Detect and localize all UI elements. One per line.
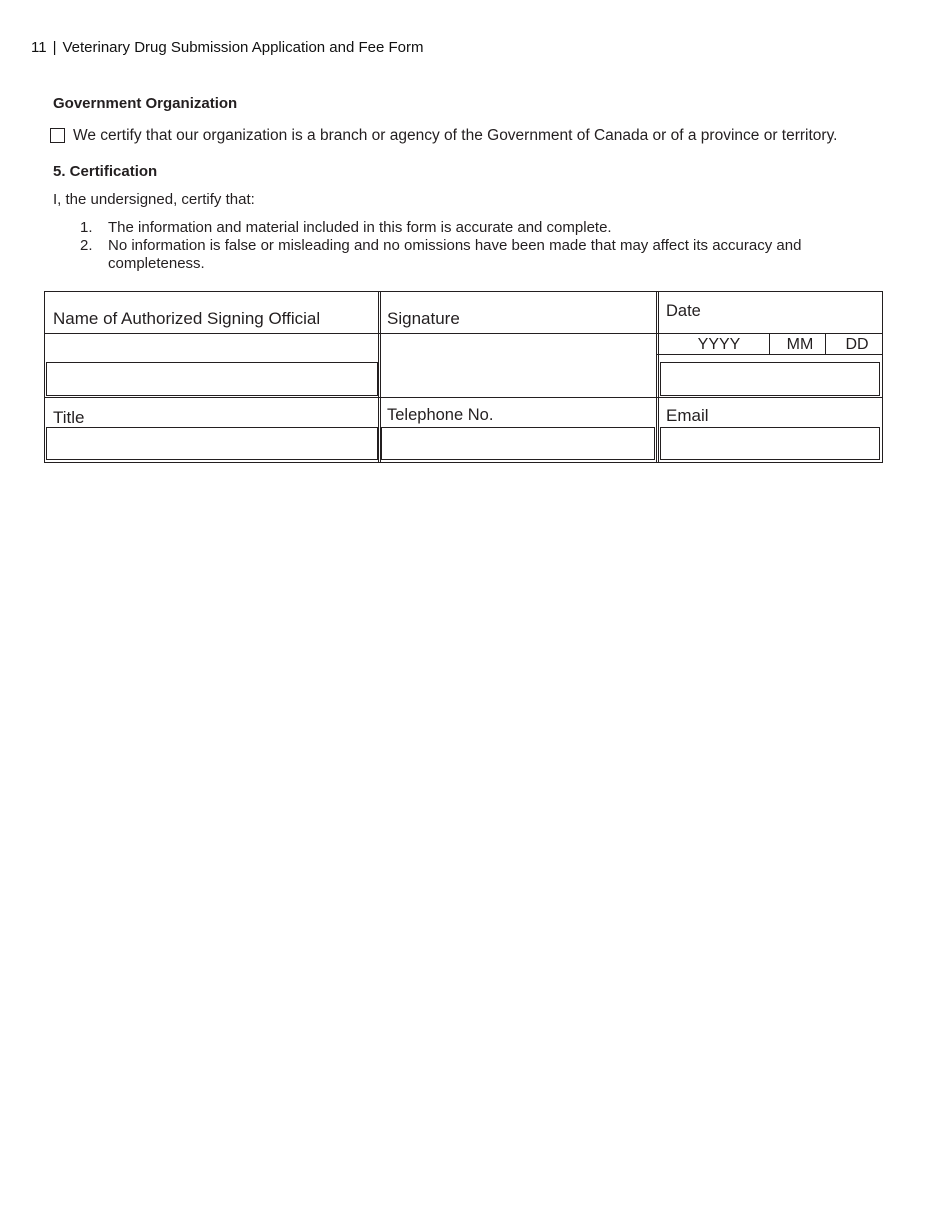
name-field[interactable] [46,362,378,396]
certification-heading: 5. Certification [53,163,158,180]
document-title: Veterinary Drug Submission Application and Fee Form [62,39,424,56]
signature-table [44,291,883,463]
government-certify-label: We certify that our organization is a branch or agency of the Government of Canada or of a province or territory. [73,127,838,144]
date-day-label: DD [845,336,869,353]
date-divider [769,333,770,354]
date-year-label: YYYY [697,336,741,353]
column-divider [658,291,659,463]
government-certify-checkbox[interactable] [50,128,65,143]
date-label: Date [666,302,701,320]
list-item-number: 1. [80,219,93,236]
list-item [80,219,840,237]
name-label: Name of Authorized Signing Official [53,309,321,328]
table-border-bottom [44,462,883,463]
table-border-right [882,291,883,463]
table-border-top [44,291,883,292]
row-divider [657,354,883,355]
list-item [80,237,840,273]
certification-list [80,219,840,273]
row-divider [379,333,657,334]
page-header [31,39,424,56]
telephone-label: Telephone No. [387,406,494,424]
page-number: 11 [31,39,47,56]
certification-intro: I, the undersigned, certify that: [53,191,255,208]
list-item-text: No information is false or misleading and no omissions have been made that may affect its accuracy and completeness. [108,237,802,272]
header-separator: | [52,39,57,56]
list-item-number: 2. [80,237,93,254]
title-label: Title [53,408,85,427]
title-field[interactable] [46,427,378,460]
date-field[interactable] [660,362,880,396]
email-label: Email [666,406,709,425]
row-divider [44,397,883,398]
date-month-label: MM [786,336,814,353]
list-item-text: The information and material included in this form is accurate and complete. [108,219,612,236]
row-divider [44,333,379,334]
telephone-field[interactable] [381,427,655,460]
government-organization-heading: Government Organization [53,95,238,112]
column-divider [378,291,379,463]
signature-label: Signature [387,309,460,328]
row-divider [657,333,883,334]
column-divider [656,291,657,463]
government-certify-row [50,127,837,145]
email-field[interactable] [660,427,880,460]
table-border-left [44,291,45,463]
